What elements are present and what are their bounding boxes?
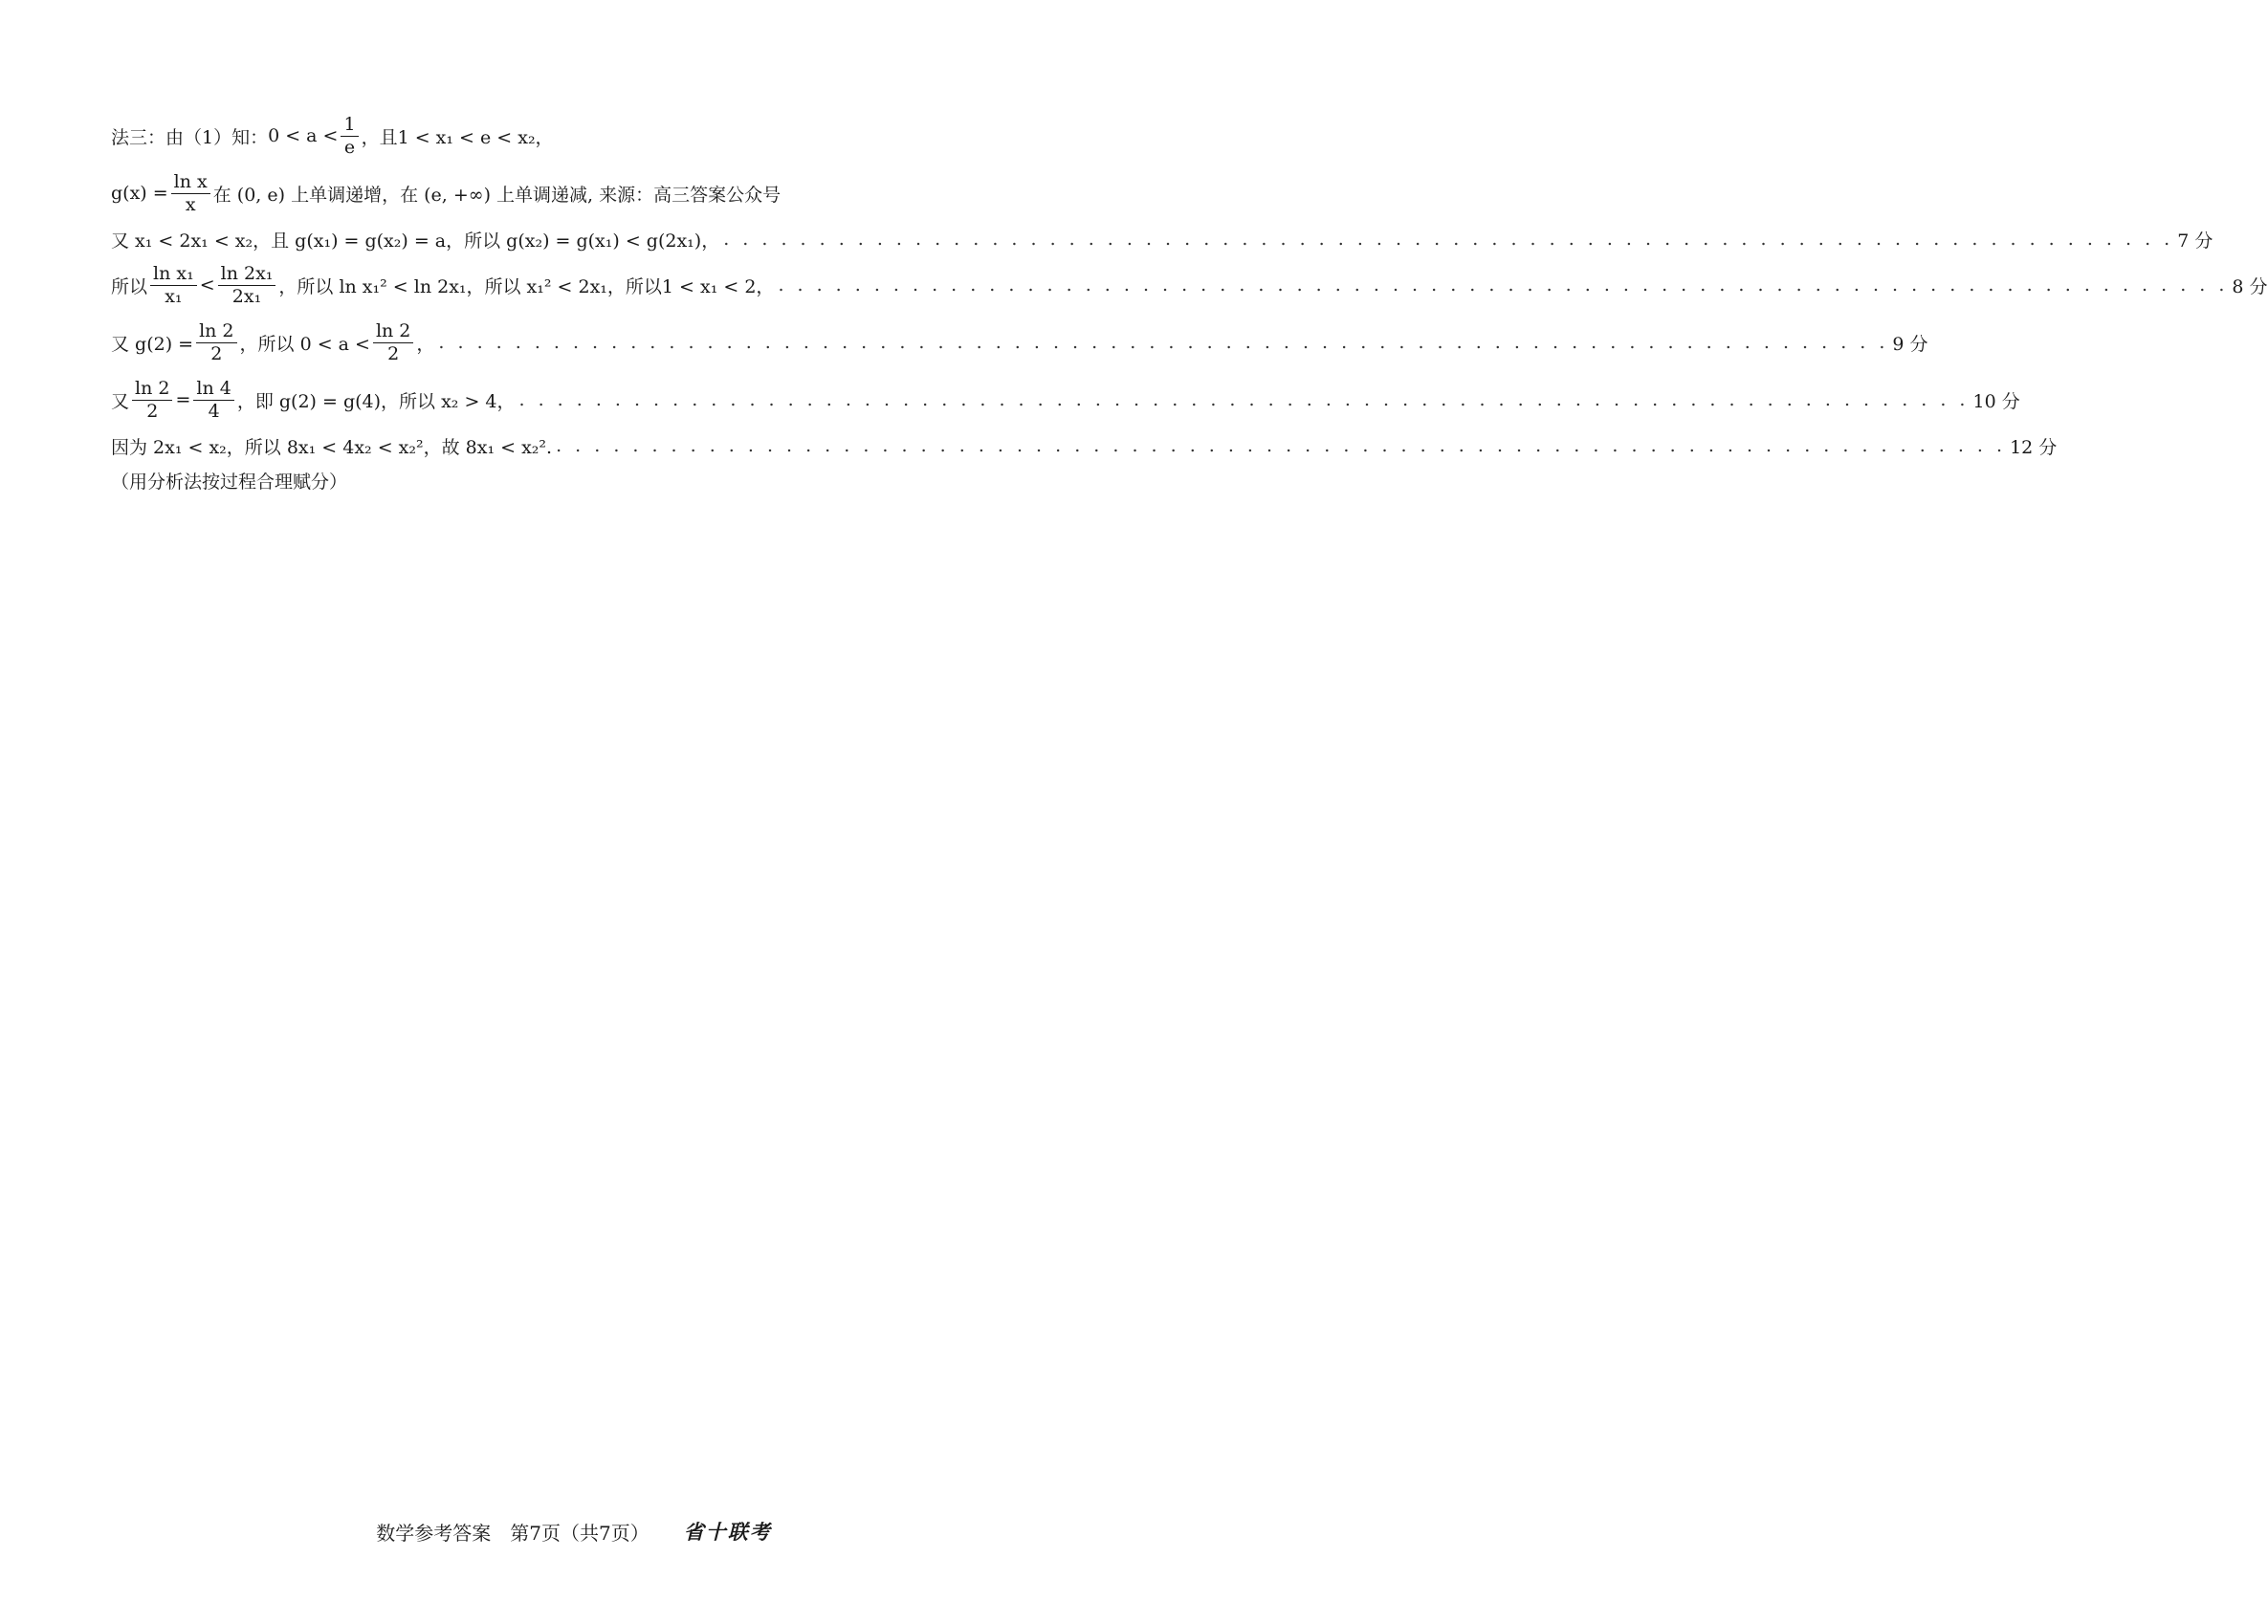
fraction-numerator: ln 2x₁ (218, 264, 276, 286)
fraction-denominator: 2 (146, 400, 159, 422)
footer-page-label: 数学参考答案 第7页（共7页） (376, 1521, 650, 1545)
solution-line-4 (111, 256, 2268, 314)
inequality-a: 0 < a < (268, 125, 339, 146)
solution-line-6 (111, 371, 2020, 428)
fraction-denominator: e (343, 136, 356, 158)
solution-line-5 (111, 314, 1928, 371)
dot-leader: . . . . . . . . . . . . . . . . . . . . . . . . . . . . . . . . . . . . . . . . . . . . . . . . . . . . . . . . . . . . . . . . . . . . . . . . . . . . (723, 229, 2174, 250)
fraction-lnx-over-x (171, 172, 210, 215)
fraction-denominator: x (185, 193, 196, 215)
solution-line-2 (111, 165, 936, 222)
monotonic-text: 在 (0, e) 上单调递增，在 (e, +∞) 上单调递减, 来源：高三答案公众号 (212, 184, 782, 206)
fraction-denominator: 2 (210, 342, 223, 364)
fraction-ln2x1-over-2x1 (218, 264, 276, 307)
method-label: 法三：由（1）知： (111, 126, 269, 148)
fraction-ln2-over-2 (196, 321, 236, 364)
step-text: ，所以 ln x₁² < ln 2x₁，所以 x₁² < 2x₁，所以1 < x₁ < 2， (278, 275, 775, 297)
step-prefix: 又 (111, 390, 130, 412)
fraction-ln2-over-2-c (132, 379, 172, 422)
dot-leader: . . . . . . . . . . . . . . . . . . . . . . . . . . . . . . . . . . . . . . . . . . . . . . . . . . . . . . . . . . . . . . . . . . . . . . . . . . . . (778, 274, 2229, 296)
score-label: 8 分 (2232, 275, 2268, 297)
fraction-lnx1-over-x1 (150, 264, 197, 307)
score-label: 9 分 (1892, 333, 1928, 355)
solution-body (111, 107, 2268, 497)
less-than-sign: < (199, 274, 215, 296)
step-text: 又 x₁ < 2x₁ < x₂，且 g(x₁) = g(x₂) = a，所以 g(x₂) = g(x₁) < g(2x₁)， (111, 230, 720, 252)
fraction-one-over-e (341, 115, 358, 158)
fraction-denominator: 2 (387, 342, 400, 364)
dot-leader: . . . . . . . . . . . . . . . . . . . . . . . . . . . . . . . . . . . . . . . . . . . . . . . . . . . . . . . . . . . . . . . . . . . . . . . . . . . . (556, 435, 2007, 456)
dot-leader: . . . . . . . . . . . . . . . . . . . . . . . . . . . . . . . . . . . . . . . . . . . . . . . . . . . . . . . . . . . . . . . . . . . . . . . . . . . . (518, 389, 1970, 410)
footer-brand-logo: 省十联考 (683, 1520, 772, 1544)
function-lhs: g(x) = (111, 183, 168, 204)
fraction-numerator: ln x₁ (150, 264, 197, 286)
equals-sign: = (175, 389, 191, 410)
inequality-x: ，且1 < x₁ < e < x₂， (361, 126, 554, 148)
step-text: 因为 2x₁ < x₂，所以 8x₁ < 4x₂ < x₂²，故 8x₁ < x₂². (111, 436, 553, 458)
dot-leader: . . . . . . . . . . . . . . . . . . . . . . . . . . . . . . . . . . . . . . . . . . . . . . . . . . . . . . . . . . . . . . . . . . . . . . . . . . . . (438, 332, 1889, 353)
solution-line-1 (111, 107, 936, 165)
fraction-numerator: ln 2 (196, 321, 236, 343)
fraction-denominator: 4 (208, 400, 220, 422)
fraction-numerator: ln 2 (132, 379, 172, 401)
fraction-ln4-over-4 (193, 379, 233, 422)
score-label: 7 分 (2177, 230, 2213, 252)
fraction-numerator: ln 4 (193, 379, 233, 401)
fraction-numerator: 1 (341, 115, 358, 137)
score-label: 10 分 (1972, 390, 2020, 412)
fraction-denominator: 2x₁ (231, 285, 262, 307)
step-mid: ，所以 0 < a < (239, 333, 370, 355)
score-label: 12 分 (2010, 436, 2058, 458)
step-prefix: 又 g(2) = (111, 333, 194, 355)
step-text: ， (416, 333, 435, 355)
solution-line-3 (111, 222, 2213, 256)
step-prefix: 所以 (111, 275, 148, 297)
solution-line-8 (111, 463, 936, 497)
fraction-numerator: ln 2 (373, 321, 413, 343)
fraction-denominator: x₁ (165, 285, 183, 307)
page-footer (0, 1517, 1148, 1546)
grading-note: （用分析法按过程合理赋分） (111, 471, 348, 493)
step-text: ，即 g(2) = g(4)，所以 x₂ > 4， (236, 390, 516, 412)
fraction-ln2-over-2-b (373, 321, 413, 364)
solution-line-7 (111, 428, 2058, 463)
fraction-numerator: ln x (171, 172, 210, 194)
